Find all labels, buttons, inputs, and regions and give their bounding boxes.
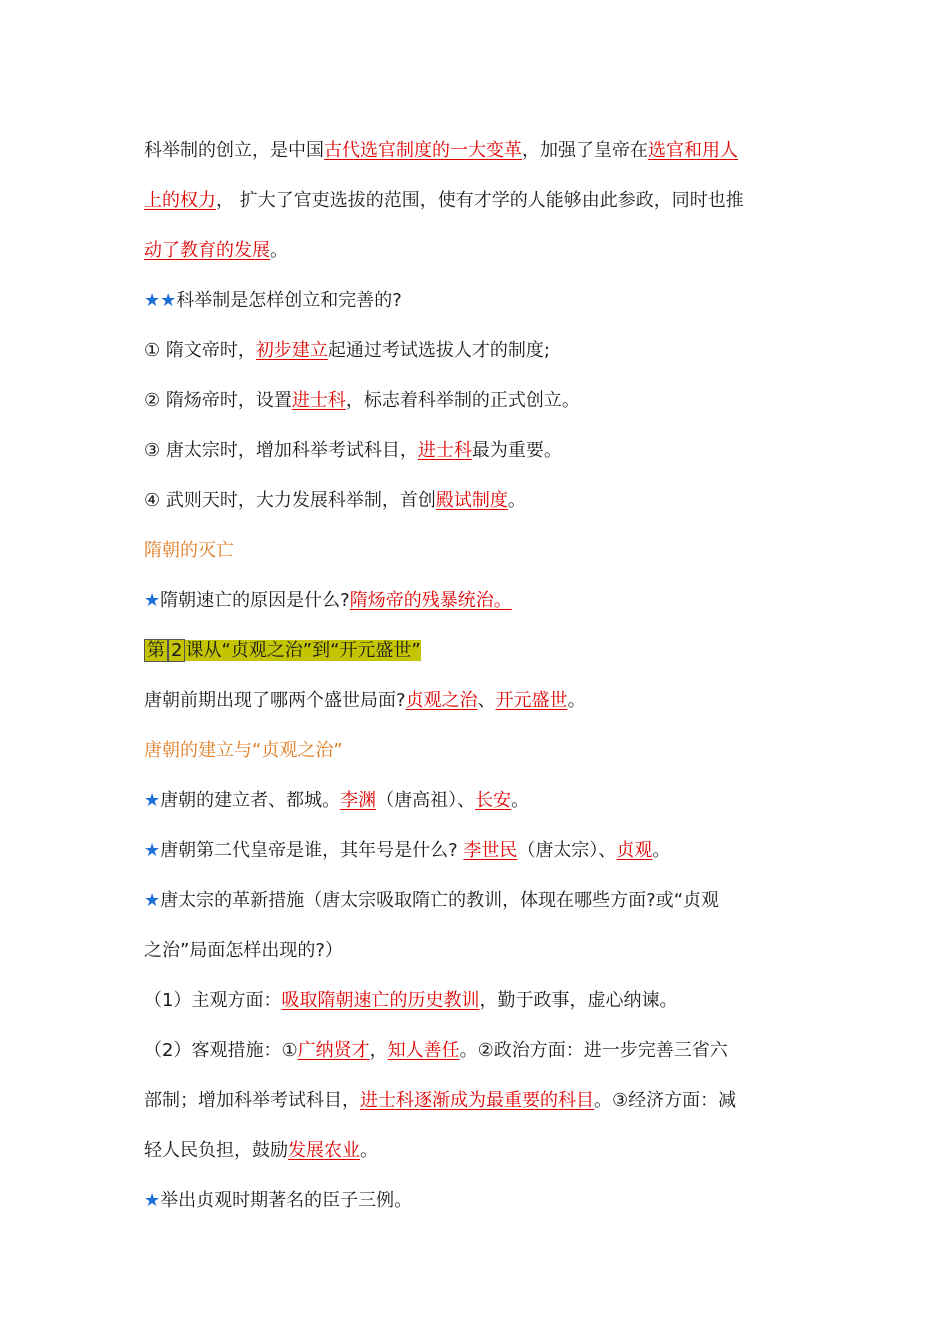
text: ④ 武则天时，大力发展科举制，首创 [144,490,436,511]
answer-text: 初步建立 [255,340,328,361]
answer-text: 殿试制度 [435,490,508,511]
paragraph-line [144,176,814,226]
text: 、 [477,690,496,711]
list-item [144,476,814,526]
question-line [144,776,814,826]
text: 。 [360,1140,378,1161]
question-text: 唐太宗的革新措施（唐太宗吸取隋亡的教训，体现在哪些方面?或“贞观 [160,890,720,911]
text: 轻人民负担，鼓励 [144,1140,288,1161]
text: 2 [168,639,185,662]
measure-line [144,1026,814,1076]
answer-text: 进士科 [417,440,472,461]
question-line [144,1176,814,1226]
answer-text: 贞观 [616,840,653,861]
text: 课从“贞观之治”到“开元盛世” [185,640,421,661]
list-item [144,326,814,376]
text: ， [369,1040,388,1061]
measure-line [144,976,814,1026]
star-icon: ★ [144,890,161,911]
list-item [144,376,814,426]
lesson-title [144,626,814,676]
star-icon: ★ [144,790,161,811]
answer-text: 进士科 [291,390,346,411]
star-icon: ★ [144,840,161,861]
question-line [144,576,814,626]
question-line [144,926,814,976]
text: ② 隋炀帝时，设置 [144,390,292,411]
question-text: 之治”局面怎样出现的?） [144,940,343,961]
text: 起通过考试选拔人才的制度; [327,340,550,361]
paragraph-line [144,226,814,276]
section-heading: 隋朝的灭亡 [144,540,234,561]
text: （1）主观方面： [144,990,282,1011]
measure-line [144,1126,814,1176]
text: ，勤于政事，虚心纳谏。 [479,990,678,1011]
answer-text: 进士科逐渐成为最重要的科目 [360,1090,594,1111]
answer-text: 贞观之治 [405,690,478,711]
text: （唐高祖）、 [376,790,476,811]
answer-text: 吸取隋朝速亡的历史教训 [281,990,480,1011]
answer-text: 古代选官制度的一大变革 [324,140,522,161]
answer-text: 上的权力 [144,190,216,211]
text: （2）客观措施：① [144,1040,298,1061]
section-heading: 唐朝的建立与“贞观之治” [144,740,343,761]
answer-text: 开元盛世 [495,690,568,711]
question-line [144,876,814,926]
text: 科举制的创立，是中国 [144,140,324,161]
text: ，标志着科举制的正式创立。 [345,390,580,411]
answer-text: 发展农业 [288,1140,360,1161]
question-text: 唐朝前期出现了哪两个盛世局面? [144,690,406,711]
question-text: 唐朝第二代皇帝是谁，其年号是什么? [160,840,464,861]
question-line [144,826,814,876]
answer-text: 选官和用人 [648,140,738,161]
text: ① 隋文帝时， [144,340,256,361]
answer-text: 长安 [475,790,512,811]
question-text: 科举制是怎样创立和完善的? [176,290,402,311]
text: 。 [652,840,671,861]
question-line [144,676,814,726]
question-text: 唐朝的建立者、都城。 [160,790,341,811]
text: 。 [507,490,526,511]
text: 部制；增加科举考试科目， [144,1090,360,1111]
star-icon: ★ [144,1190,161,1211]
answer-text: 动了教育的发展 [144,240,270,261]
text: ，加强了皇帝在 [522,140,648,161]
text: ③ 唐太宗时，增加科举考试科目， [144,440,418,461]
text: 。 [567,690,586,711]
lesson-title-highlight [144,640,421,661]
question-text: 隋朝速亡的原因是什么? [160,590,350,611]
question-text: 举出贞观时期著名的臣子三例。 [160,1190,413,1211]
star-icon: ★ [144,590,161,611]
text: 第 [144,639,168,662]
text: 最为重要。 [471,440,562,461]
text: 。 [511,790,530,811]
list-item [144,426,814,476]
text: 。③经济方面：减 [594,1090,737,1111]
answer-text: 隋炀帝的残暴统治。 [349,590,512,611]
answer-text: 李渊 [340,790,377,811]
paragraph-line [144,126,814,176]
text: 。②政治方面：进一步完善三省六 [459,1040,728,1061]
document-body [144,126,814,1226]
text: （唐太宗）、 [517,840,617,861]
answer-text: 知人善任 [387,1040,460,1061]
star-icon: ★★ [144,290,177,311]
question-line [144,276,814,326]
text: ， 扩大了官吏选拔的范围，使有才学的人能够由此参政，同时也推 [216,190,744,211]
answer-text: 广纳贤才 [297,1040,370,1061]
measure-line [144,1076,814,1126]
text: 。 [270,240,288,261]
answer-text: 李世民 [463,840,518,861]
